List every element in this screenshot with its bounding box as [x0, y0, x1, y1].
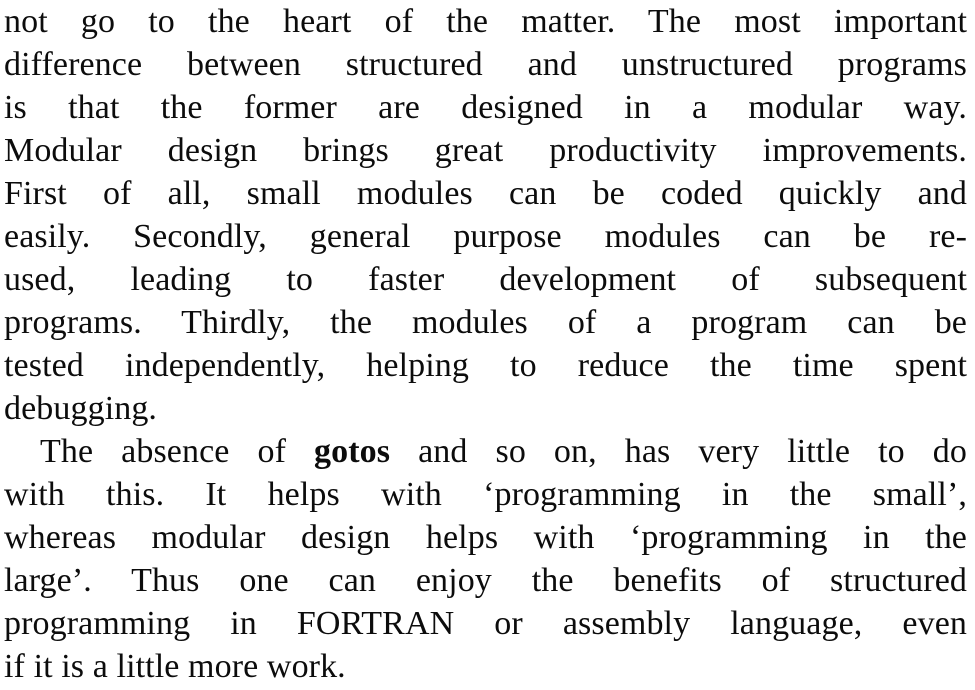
text-line [4, 129, 967, 172]
text-line [4, 344, 967, 387]
text-line [4, 602, 967, 645]
text-segment: debugging. [4, 390, 158, 427]
text-line [4, 43, 967, 86]
text-line [4, 172, 967, 215]
text-segment: tested independently, helping to reduce the time spent [4, 347, 967, 384]
text-segment: difference between structured and unstructured programs [4, 46, 967, 83]
text-line [4, 0, 967, 43]
text-segment: programs. Thirdly, the modules of a program can be [4, 304, 967, 341]
text-line [4, 645, 967, 688]
text-segment: with this. It helps with ‘programming in the small’, [4, 476, 967, 513]
text-segment: not go to the heart of the matter. The most important [4, 3, 967, 40]
text-segment: used, leading to faster development of subsequent [4, 261, 967, 298]
text-line [4, 86, 967, 129]
text-line [4, 516, 967, 559]
text-segment: programming in FORTRAN or assembly language, even [4, 605, 967, 642]
text-segment: First of all, small modules can be coded quickly and [4, 175, 967, 212]
text-segment: whereas modular design helps with ‘programming in the [4, 519, 967, 556]
text-segment: large’. Thus one can enjoy the benefits of structured [4, 562, 967, 599]
text-segment: Modular design brings great productivity improvements. [4, 132, 967, 169]
text-line [4, 559, 967, 602]
text-segment: is that the former are designed in a modular way. [4, 89, 967, 126]
text-line [4, 430, 967, 473]
text-line [4, 301, 967, 344]
text-line [4, 215, 967, 258]
text-line [4, 473, 967, 516]
text-segment: easily. Secondly, general purpose modules can be re- [4, 218, 967, 255]
text-segment: and so on, has very little to do [390, 433, 967, 470]
text-line [4, 258, 967, 301]
text-line [4, 387, 967, 430]
bold-term: gotos [314, 433, 391, 470]
text-segment: The absence of [40, 433, 315, 470]
text-segment: if it is a little more work. [4, 648, 346, 685]
